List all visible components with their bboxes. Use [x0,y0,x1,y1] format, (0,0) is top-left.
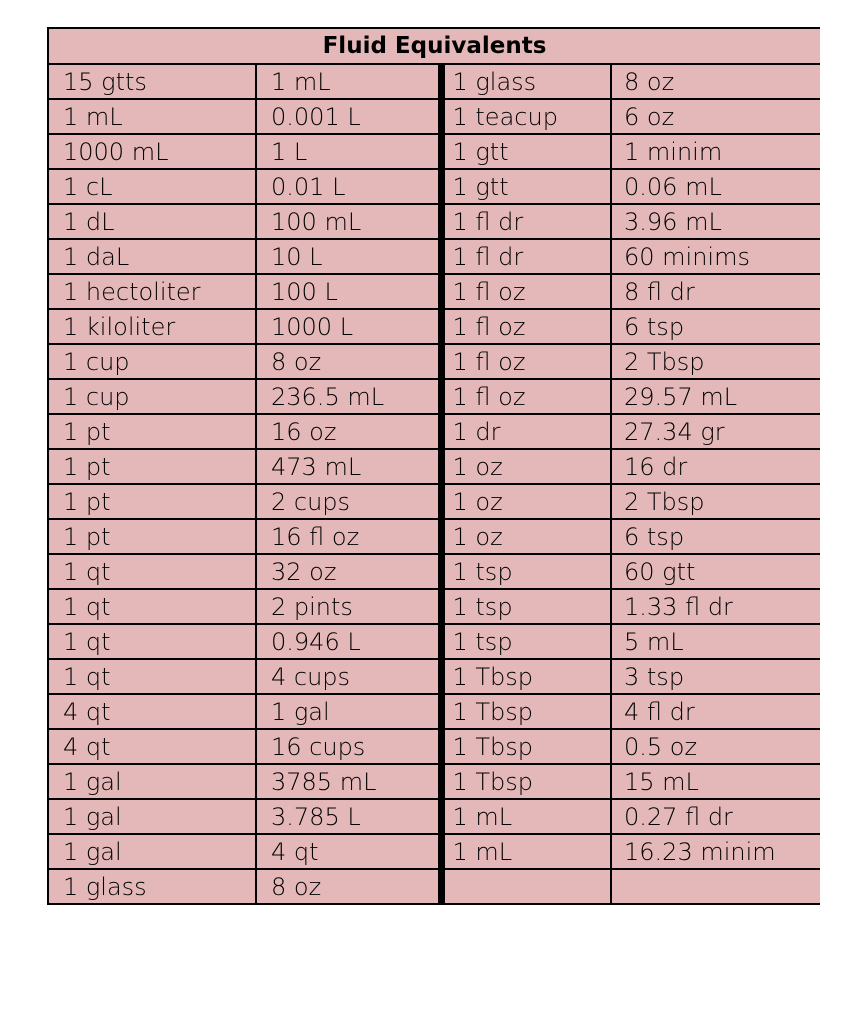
left-equivalent-cell: 8 oz [256,344,441,379]
left-unit-cell: 1 cL [48,169,256,204]
table-row [48,379,820,414]
table-row [48,64,820,99]
right-equivalent-cell: 0.5 oz [611,729,820,764]
table-title-row [48,28,820,64]
table-title: Fluid Equivalents [48,28,820,64]
left-equivalent-cell: 1 L [256,134,441,169]
table-row [48,169,820,204]
table-row [48,764,820,799]
right-equivalent-cell: 1.33 fl dr [611,589,820,624]
right-unit-cell: 1 oz [441,449,611,484]
right-equivalent-cell: 5 mL [611,624,820,659]
right-unit-cell: 1 tsp [441,589,611,624]
left-unit-cell: 1 dL [48,204,256,239]
left-unit-cell: 1 daL [48,239,256,274]
left-equivalent-cell: 16 oz [256,414,441,449]
left-equivalent-cell: 1 gal [256,694,441,729]
left-equivalent-cell: 1000 L [256,309,441,344]
table-row [48,624,820,659]
right-unit-cell: 1 fl oz [441,274,611,309]
left-equivalent-cell: 473 mL [256,449,441,484]
right-unit-cell: 1 fl oz [441,309,611,344]
right-equivalent-cell: 8 fl dr [611,274,820,309]
left-unit-cell: 1 hectoliter [48,274,256,309]
right-unit-cell: 1 dr [441,414,611,449]
left-unit-cell: 1000 mL [48,134,256,169]
right-unit-cell: 1 oz [441,519,611,554]
table-row [48,344,820,379]
right-unit-cell: 1 Tbsp [441,729,611,764]
right-equivalent-cell: 60 gtt [611,554,820,589]
fluid-equivalents-table [47,27,820,905]
table-row [48,99,820,134]
left-equivalent-cell: 236.5 mL [256,379,441,414]
left-unit-cell: 1 kiloliter [48,309,256,344]
left-unit-cell: 1 cup [48,344,256,379]
right-unit-cell: 1 teacup [441,99,611,134]
right-unit-cell: 1 fl oz [441,344,611,379]
table-row [48,799,820,834]
right-equivalent-cell: 27.34 gr [611,414,820,449]
table-row [48,659,820,694]
table-body [48,64,820,904]
table-row [48,519,820,554]
left-unit-cell: 4 qt [48,729,256,764]
left-equivalent-cell: 32 oz [256,554,441,589]
left-unit-cell: 1 gal [48,834,256,869]
right-unit-cell [441,869,611,904]
left-unit-cell: 1 qt [48,589,256,624]
left-unit-cell: 1 gal [48,799,256,834]
left-unit-cell: 1 cup [48,379,256,414]
right-equivalent-cell: 29.57 mL [611,379,820,414]
table-row [48,414,820,449]
table-row [48,554,820,589]
left-equivalent-cell: 1 mL [256,64,441,99]
right-unit-cell: 1 Tbsp [441,694,611,729]
right-equivalent-cell: 16 dr [611,449,820,484]
right-unit-cell: 1 gtt [441,169,611,204]
right-equivalent-cell: 2 Tbsp [611,344,820,379]
table-row [48,309,820,344]
left-unit-cell: 1 qt [48,624,256,659]
right-unit-cell: 1 tsp [441,624,611,659]
right-equivalent-cell [611,869,820,904]
right-equivalent-cell: 6 tsp [611,309,820,344]
left-equivalent-cell: 10 L [256,239,441,274]
right-unit-cell: 1 fl dr [441,239,611,274]
left-equivalent-cell: 3785 mL [256,764,441,799]
left-equivalent-cell: 2 pints [256,589,441,624]
right-equivalent-cell: 60 minims [611,239,820,274]
right-equivalent-cell: 16.23 minim [611,834,820,869]
left-unit-cell: 1 qt [48,659,256,694]
left-unit-cell: 1 pt [48,449,256,484]
left-equivalent-cell: 8 oz [256,869,441,904]
left-equivalent-cell: 2 cups [256,484,441,519]
left-equivalent-cell: 4 qt [256,834,441,869]
table-row [48,694,820,729]
table-row [48,589,820,624]
left-unit-cell: 1 pt [48,414,256,449]
right-equivalent-cell: 4 fl dr [611,694,820,729]
left-unit-cell: 1 qt [48,554,256,589]
left-equivalent-cell: 0.01 L [256,169,441,204]
right-unit-cell: 1 mL [441,799,611,834]
right-unit-cell: 1 tsp [441,554,611,589]
left-equivalent-cell: 16 cups [256,729,441,764]
table-row [48,274,820,309]
left-equivalent-cell: 4 cups [256,659,441,694]
right-unit-cell: 1 glass [441,64,611,99]
right-equivalent-cell: 6 oz [611,99,820,134]
right-unit-cell: 1 Tbsp [441,659,611,694]
right-equivalent-cell: 6 tsp [611,519,820,554]
left-unit-cell: 1 gal [48,764,256,799]
left-equivalent-cell: 0.946 L [256,624,441,659]
right-unit-cell: 1 Tbsp [441,764,611,799]
table-row [48,484,820,519]
right-unit-cell: 1 fl oz [441,379,611,414]
left-equivalent-cell: 0.001 L [256,99,441,134]
right-unit-cell: 1 mL [441,834,611,869]
table-row [48,239,820,274]
right-unit-cell: 1 oz [441,484,611,519]
left-unit-cell: 4 qt [48,694,256,729]
table-row [48,204,820,239]
left-unit-cell: 1 glass [48,869,256,904]
right-equivalent-cell: 15 mL [611,764,820,799]
left-equivalent-cell: 3.785 L [256,799,441,834]
left-unit-cell: 1 pt [48,484,256,519]
left-unit-cell: 1 mL [48,99,256,134]
right-equivalent-cell: 2 Tbsp [611,484,820,519]
table-row [48,134,820,169]
right-equivalent-cell: 0.27 fl dr [611,799,820,834]
right-unit-cell: 1 gtt [441,134,611,169]
left-unit-cell: 1 pt [48,519,256,554]
table-row [48,729,820,764]
left-equivalent-cell: 100 mL [256,204,441,239]
fluid-equivalents-table-wrapper [47,27,820,1000]
right-equivalent-cell: 1 minim [611,134,820,169]
table-row [48,449,820,484]
right-equivalent-cell: 3 tsp [611,659,820,694]
right-equivalent-cell: 3.96 mL [611,204,820,239]
table-row [48,869,820,904]
left-equivalent-cell: 100 L [256,274,441,309]
table-row [48,834,820,869]
left-equivalent-cell: 16 fl oz [256,519,441,554]
right-equivalent-cell: 8 oz [611,64,820,99]
left-unit-cell: 15 gtts [48,64,256,99]
right-unit-cell: 1 fl dr [441,204,611,239]
right-equivalent-cell: 0.06 mL [611,169,820,204]
